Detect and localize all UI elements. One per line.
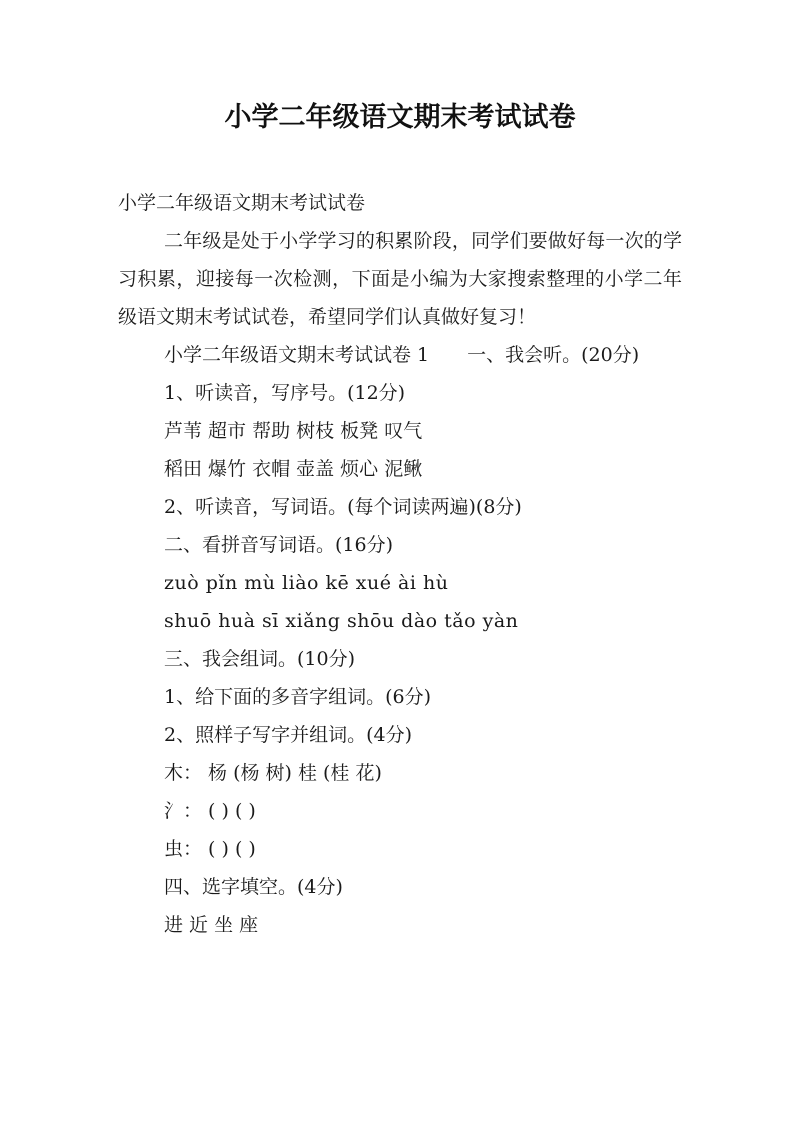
blank-insect-radical: 虫： ( ) ( ) — [164, 838, 256, 860]
document-title: 小学二年级语文期末考试试卷 — [224, 102, 576, 133]
word-list-1: 芦苇 超市 帮助 树枝 板凳 叹气 — [164, 420, 423, 442]
section-fill-blank-heading: 四、选字填空。(4分) — [164, 876, 343, 898]
word-list-2: 稻田 爆竹 衣帽 壶盖 烦心 泥鳅 — [164, 458, 423, 480]
intro-paragraph: 二年级是处于小学学习的积累阶段，同学们要做好每一次的学习积累，迎接每一次检测，下面是小编为大家搜索整理的小学二年级语文期末考试试卷，希望同学们认真做好复习！ — [118, 230, 682, 328]
question-listen-write-words: 2、听读音，写词语。(每个词读两遍)(8分) — [164, 496, 522, 518]
pinyin-line-2: shuō huà sī xiǎng shōu dào tǎo yàn — [164, 610, 519, 632]
blank-water-radical: 氵： ( ) ( ) — [164, 800, 256, 822]
question-polyphonic: 1、给下面的多音字组词。(6分) — [164, 686, 432, 708]
section-heading: 小学二年级语文期末考试试卷 1 一、我会听。(20分) — [164, 344, 640, 366]
section-pinyin-heading: 二、看拼音写词语。(16分) — [164, 534, 394, 556]
section-word-group-heading: 三、我会组词。(10分) — [164, 648, 356, 670]
question-listen-write-number: 1、听读音，写序号。(12分) — [164, 382, 406, 404]
choice-characters: 进 近 坐 座 — [164, 914, 259, 936]
example-wood-radical: 木： 杨 (杨 树) 桂 (桂 花) — [164, 762, 382, 784]
question-example-words: 2、照样子写字并组词。(4分) — [164, 724, 413, 746]
document-subtitle: 小学二年级语文期末考试试卷 — [118, 192, 366, 214]
pinyin-line-1: zuò pǐn mù liào kē xué ài hù — [164, 572, 449, 594]
document-body — [118, 184, 682, 944]
